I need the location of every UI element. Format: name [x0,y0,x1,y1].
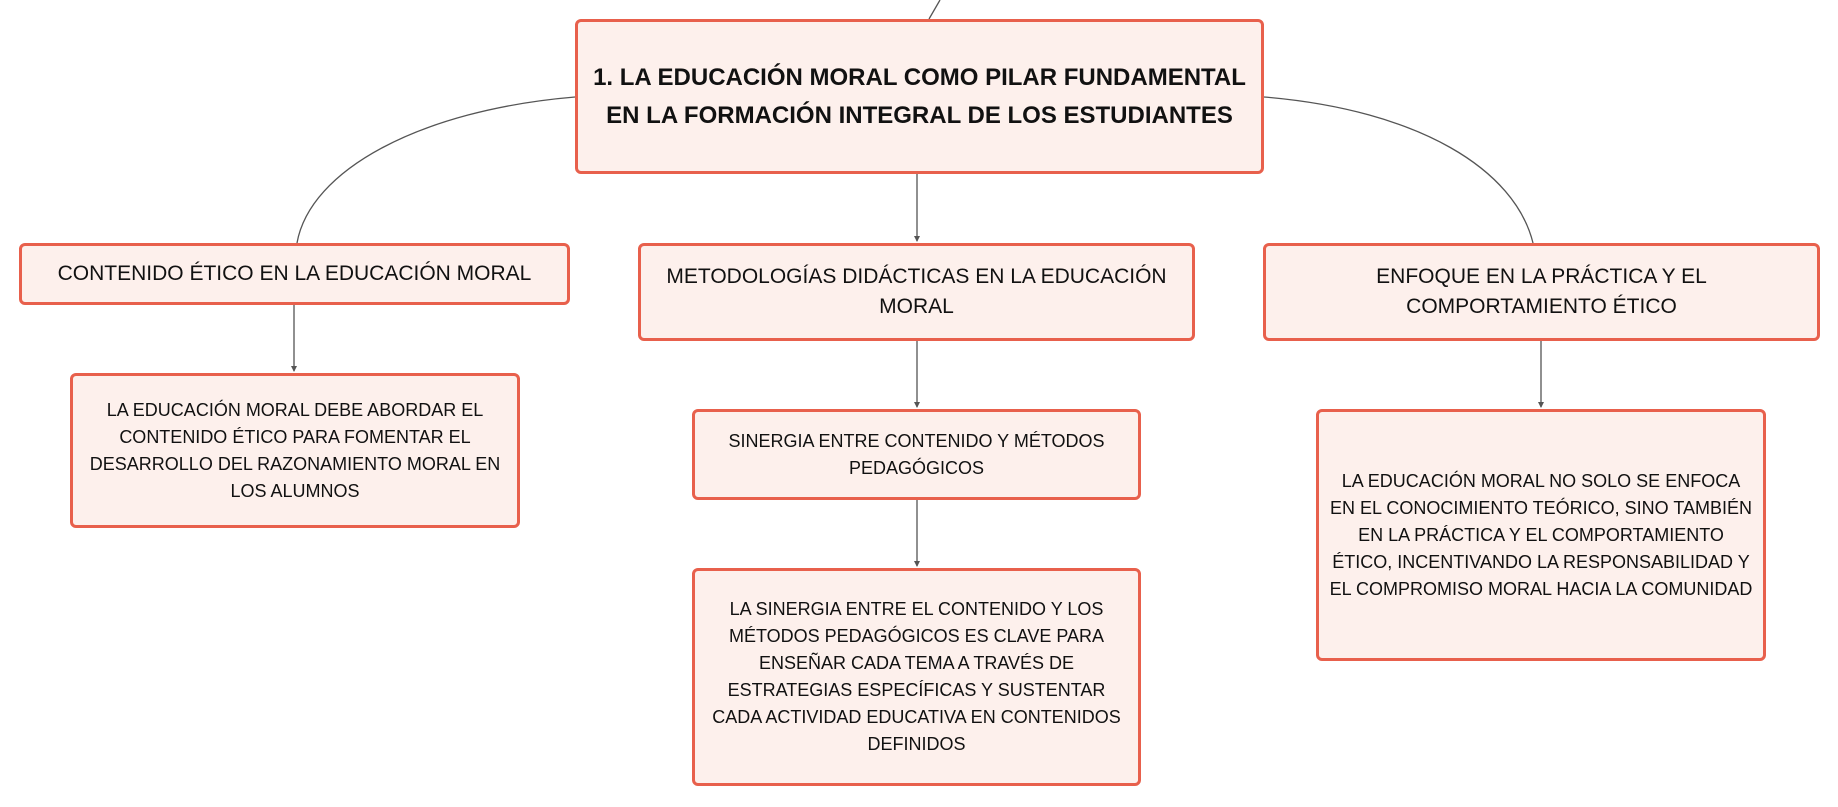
root-topic-node[interactable] [575,19,1264,174]
branch-node-didactic-methods[interactable] [638,243,1195,341]
connector-root-to-practice [1264,97,1533,243]
leaf-label-practice-detail: LA EDUCACIÓN MORAL NO SOLO SE ENFOCA EN EL CONOCIMIENTO TEÓRICO, SINO TAMBIÉN EN LA PRÁCTICA Y EL COMPORTAMIENTO ÉTICO, INCENTIVANDO LA RESPONSABILIDAD Y EL COMPROMISO MORAL HACIA LA COMUNIDAD [1329,470,1753,599]
leaf-node-synergy-detail[interactable] [692,568,1141,786]
branch-node-practice-focus[interactable] [1263,243,1820,341]
leaf-label-ethical-content-detail: LA EDUCACIÓN MORAL DEBE ABORDAR EL CONTENIDO ÉTICO PARA FOMENTAR EL DESARROLLO DEL RAZONAMIENTO MORAL EN LOS ALUMNOS [89,399,501,501]
branch-label-didactic-methods: METODOLOGÍAS DIDÁCTICAS EN LA EDUCACIÓN MORAL [666,265,1167,318]
root-topic-label: 1. LA EDUCACIÓN MORAL COMO PILAR FUNDAMENTAL EN LA FORMACIÓN INTEGRAL DE LOS ESTUDIANTES [593,63,1246,129]
leaf-node-practice-detail[interactable] [1316,409,1766,661]
branch-node-ethical-content[interactable] [19,243,570,305]
branch-label-ethical-content: CONTENIDO ÉTICO EN LA EDUCACIÓN MORAL [57,262,532,285]
leaf-node-ethical-content-detail[interactable] [70,373,520,528]
subtopic-node-synergy[interactable] [692,409,1141,500]
branch-label-practice-focus: ENFOQUE EN LA PRÁCTICA Y EL COMPORTAMIENTO ÉTICO [1376,265,1707,318]
connector-parent-to-root [929,0,940,19]
leaf-label-synergy-detail: LA SINERGIA ENTRE EL CONTENIDO Y LOS MÉTODOS PEDAGÓGICOS ES CLAVE PARA ENSEÑAR CADA TEMA A TRAVÉS DE ESTRATEGIAS ESPECÍFICAS Y SUSTENTAR CADA ACTIVIDAD EDUCATIVA EN CONTENIDOS DEFINIDOS [712,599,1121,754]
subtopic-label-synergy: SINERGIA ENTRE CONTENIDO Y MÉTODOS PEDAGÓGICOS [728,430,1105,478]
connector-root-to-content [297,97,575,243]
